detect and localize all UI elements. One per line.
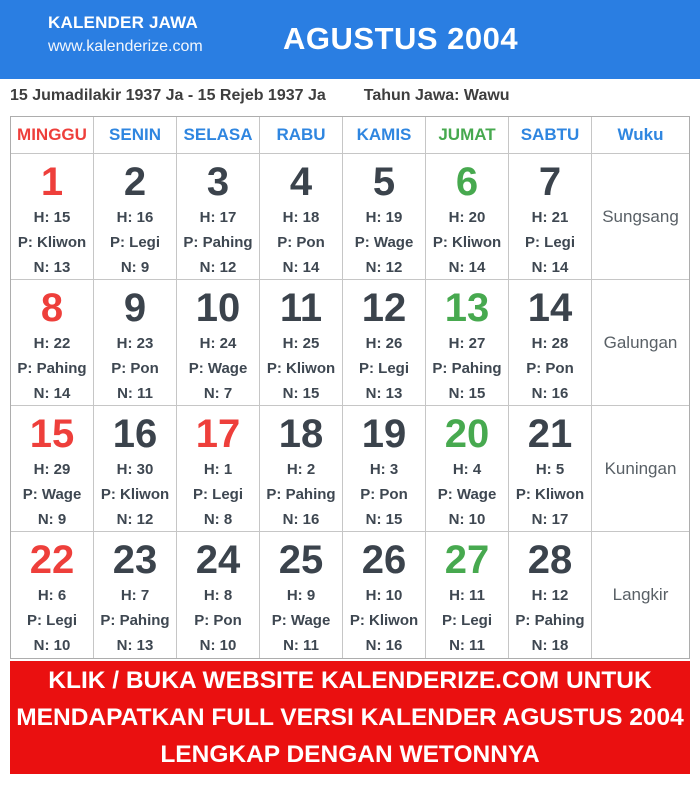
hijri-value: H: 24 [199,335,237,352]
date-number: 14 [527,286,573,330]
pasaran-value: P: Kliwon [100,486,170,503]
hijri-value: H: 17 [199,209,237,226]
date-number: 8 [40,286,64,330]
date-number: 11 [279,286,323,330]
day-cell-16 [94,406,177,532]
day-header-minggu: MINGGU [11,117,94,154]
neptu-value: N: 10 [33,637,71,654]
hijri-value: H: 1 [203,461,233,478]
hijri-value: H: 22 [33,335,71,352]
pasaran-value: P: Legi [524,234,575,251]
day-cell-25 [260,532,343,658]
day-cell-9 [94,280,177,406]
day-cell-7 [509,154,592,280]
date-number: 19 [361,412,407,456]
pasaran-value: P: Pahing [266,486,336,503]
day-header-rabu: RABU [260,117,343,154]
date-number: 15 [29,412,75,456]
wuku-label-langkir: Langkir [612,585,669,604]
neptu-value: N: 15 [365,511,403,528]
neptu-value: N: 9 [120,259,150,276]
pasaran-value: P: Wage [22,486,82,503]
date-number: 13 [444,286,490,330]
date-number: 23 [112,538,158,582]
neptu-value: N: 16 [531,385,569,402]
hijri-value: H: 9 [286,587,316,604]
day-cell-24 [177,532,260,658]
pasaran-value: P: Pon [277,234,325,251]
tahun-jawa-label: Tahun Jawa: Wawu [363,87,510,104]
hijri-value: H: 3 [369,461,399,478]
day-header-selasa: SELASA [177,117,260,154]
hijri-value: H: 16 [116,209,154,226]
day-cell-17 [177,406,260,532]
hijri-value: H: 12 [531,587,569,604]
day-header-jumat: JUMAT [426,117,509,154]
promo-banner-line: KLIK / BUKA WEBSITE KALENDERIZE.COM UNTUK [48,667,652,694]
neptu-value: N: 14 [33,385,71,402]
pasaran-value: P: Pahing [183,234,253,251]
day-cell-22 [11,532,94,658]
neptu-value: N: 11 [283,637,319,654]
hijri-value: H: 2 [286,461,316,478]
day-header-senin: SENIN [94,117,177,154]
date-number: 18 [278,412,324,456]
pasaran-value: P: Legi [358,360,409,377]
neptu-value: N: 8 [203,511,233,528]
neptu-value: N: 7 [203,385,233,402]
neptu-value: N: 14 [448,259,486,276]
neptu-value: N: 13 [365,385,403,402]
day-cell-2 [94,154,177,280]
brand-block [48,13,203,56]
date-number: 1 [40,160,64,204]
pasaran-value: P: Wage [354,234,414,251]
day-cell-6 [426,154,509,280]
pasaran-value: P: Pahing [100,612,170,629]
date-number: 5 [372,160,396,204]
neptu-value: N: 14 [531,259,569,276]
day-cell-28 [509,532,592,658]
neptu-value: N: 10 [199,637,237,654]
neptu-value: N: 15 [448,385,486,402]
neptu-value: N: 10 [448,511,486,528]
hijri-value: H: 5 [535,461,565,478]
pasaran-value: P: Legi [441,612,492,629]
date-number: 9 [123,286,147,330]
day-cell-8 [11,280,94,406]
hijri-value: H: 25 [282,335,320,352]
wuku-label-sungsang: Sungsang [592,154,689,280]
neptu-value: N: 17 [531,511,569,528]
hijri-value: H: 30 [116,461,154,478]
promo-banner-line: LENGKAP DENGAN WETONNYA [160,741,540,768]
date-number: 12 [361,286,407,330]
day-cell-4 [260,154,343,280]
hijri-value: H: 27 [448,335,486,352]
neptu-value: N: 9 [37,511,67,528]
day-header-sabtu: SABTU [509,117,592,154]
pasaran-value: P: Pahing [17,360,87,377]
date-number: 24 [195,538,241,582]
hijri-value: H: 26 [365,335,403,352]
neptu-value: N: 12 [116,511,154,528]
pasaran-value: P: Kliwon [17,234,87,251]
day-cell-12 [343,280,426,406]
promo-banner[interactable] [10,661,690,774]
neptu-value: N: 13 [33,259,71,276]
wuku-label-galungan: Galungan [592,280,689,406]
hijri-value: H: 7 [120,587,150,604]
pasaran-value: P: Legi [26,612,77,629]
neptu-value: N: 14 [282,259,320,276]
pasaran-value: P: Kliwon [266,360,336,377]
pasaran-value: P: Pahing [515,612,585,629]
day-cell-3 [177,154,260,280]
date-number: 21 [527,412,573,456]
pasaran-value: P: Kliwon [515,486,585,503]
date-number: 25 [278,538,324,582]
date-number: 20 [444,412,490,456]
day-cell-23 [94,532,177,658]
pasaran-value: P: Kliwon [432,234,502,251]
pasaran-value: P: Pahing [432,360,502,377]
day-cell-5 [343,154,426,280]
neptu-value: N: 15 [282,385,320,402]
day-cell-21 [509,406,592,532]
neptu-value: N: 16 [365,637,403,654]
day-cell-13 [426,280,509,406]
pasaran-value: P: Legi [109,234,160,251]
pasaran-value: P: Pon [111,360,159,377]
date-number: 22 [29,538,75,582]
day-cell-26 [343,532,426,658]
hijri-value: H: 18 [282,209,320,226]
day-cell-1 [11,154,94,280]
date-number: 7 [538,160,562,204]
day-cell-15 [11,406,94,532]
neptu-value: N: 12 [199,259,237,276]
date-number: 27 [444,538,490,582]
date-number: 28 [527,538,573,582]
neptu-value: N: 13 [116,637,154,654]
day-cell-18 [260,406,343,532]
javanese-period-label: 15 Jumadilakir 1937 Ja - 15 Rejeb 1937 Ja [10,87,326,104]
pasaran-value: P: Wage [437,486,497,503]
subheader [10,87,700,105]
day-cell-14 [509,280,592,406]
date-number: 16 [112,412,158,456]
hijri-value: H: 20 [448,209,486,226]
day-cell-27 [426,532,509,658]
promo-banner-line: MENDAPATKAN FULL VERSI KALENDER AGUSTUS 2004 [16,704,684,731]
neptu-value: N: 16 [282,511,320,528]
neptu-value: N: 12 [365,259,403,276]
wuku-label-kuningan: Kuningan [592,406,689,532]
hijri-value: H: 23 [116,335,154,352]
hijri-value: H: 21 [531,209,569,226]
neptu-value: N: 11 [117,385,153,402]
date-number: 3 [206,160,230,204]
pasaran-value: P: Kliwon [349,612,419,629]
pasaran-value: P: Pon [526,360,574,377]
hijri-value: H: 4 [452,461,482,478]
pasaran-value: P: Legi [192,486,243,503]
date-number: 4 [289,160,313,204]
date-number: 17 [195,412,241,456]
date-number: 2 [123,160,147,204]
app-header [0,0,700,79]
hijri-value: H: 6 [37,587,67,604]
brand-website-link[interactable]: www.kalenderize.com [48,38,203,55]
month-title: AGUSTUS 2004 [283,21,519,56]
pasaran-value: P: Wage [271,612,331,629]
hijri-value: H: 11 [449,587,485,604]
day-cell-11 [260,280,343,406]
date-number: 6 [455,160,479,204]
hijri-value: H: 29 [33,461,71,478]
hijri-value: H: 8 [203,587,233,604]
brand-title: KALENDER JAWA [48,13,198,32]
day-header-wuku: Wuku [592,117,689,154]
date-number: 26 [361,538,407,582]
day-cell-20 [426,406,509,532]
pasaran-value: P: Pon [194,612,242,629]
pasaran-value: P: Wage [188,360,248,377]
hijri-value: H: 10 [365,587,403,604]
day-cell-19 [343,406,426,532]
day-header-kamis: KAMIS [343,117,426,154]
hijri-value: H: 28 [531,335,569,352]
neptu-value: N: 18 [531,637,569,654]
day-cell-10 [177,280,260,406]
calendar-grid [10,116,690,659]
date-number: 10 [195,286,241,330]
hijri-value: H: 19 [365,209,403,226]
pasaran-value: P: Pon [360,486,408,503]
hijri-value: H: 15 [33,209,71,226]
neptu-value: N: 11 [449,637,485,654]
